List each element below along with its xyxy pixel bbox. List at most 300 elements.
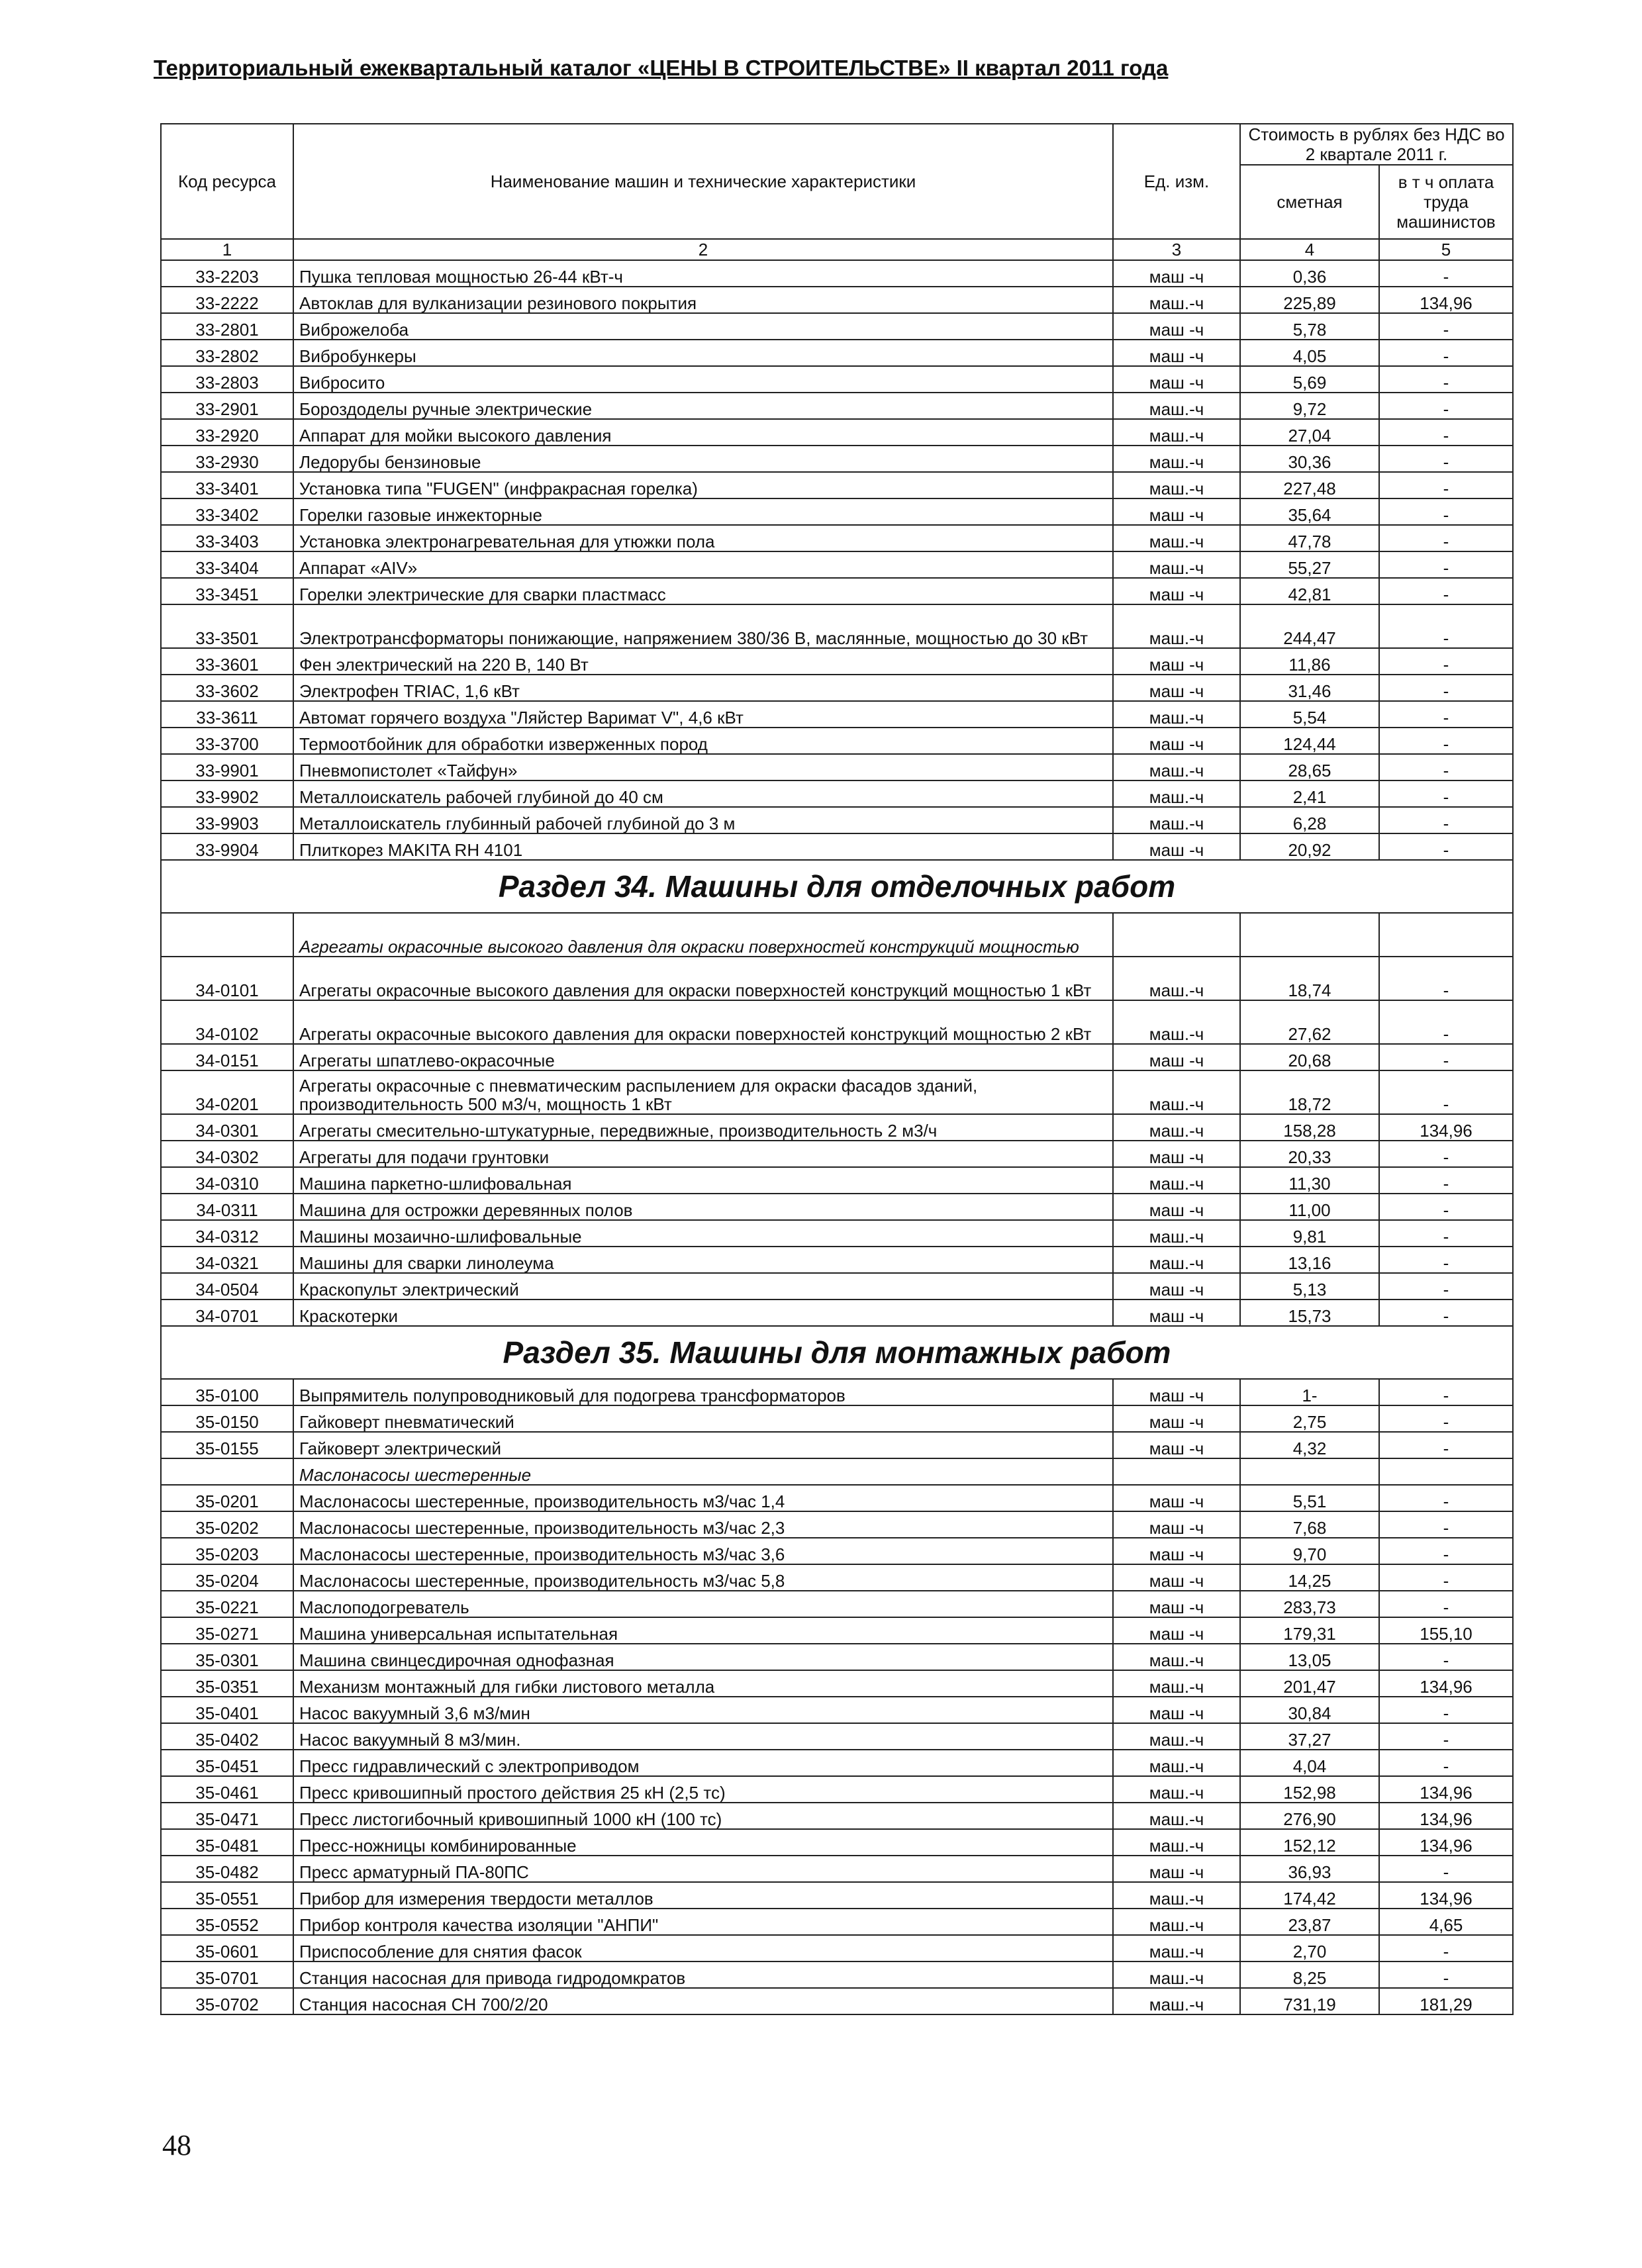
cost-value: 31,46: [1240, 675, 1379, 701]
unit: маш.-ч: [1113, 1776, 1240, 1803]
unit: маш.-ч: [1113, 1909, 1240, 1935]
cost-value: 11,00: [1240, 1194, 1379, 1220]
unit: маш.-ч: [1113, 807, 1240, 833]
machine-name: Пресс-ножницы комбинированные: [293, 1829, 1113, 1856]
cost-value: 225,89: [1240, 287, 1379, 313]
unit: маш.-ч: [1113, 393, 1240, 419]
cost-value: 20,92: [1240, 833, 1379, 860]
resource-code: 33-3501: [161, 604, 293, 648]
cost-value: 30,36: [1240, 446, 1379, 472]
table-row: [161, 754, 1513, 780]
cost-value: 36,93: [1240, 1856, 1379, 1882]
resource-code: 34-0151: [161, 1044, 293, 1070]
cost-value: 35,64: [1240, 498, 1379, 525]
cost-value: 124,44: [1240, 728, 1379, 754]
resource-code: 33-3611: [161, 701, 293, 728]
table-row: [161, 957, 1513, 1000]
machine-name: Агрегаты окрасочные высокого давления для окраски поверхностей конструкций мощностью 2 кВт: [293, 1000, 1113, 1044]
cost-value: 5,69: [1240, 366, 1379, 393]
wage-value: -: [1379, 1961, 1513, 1988]
wage-value: -: [1379, 1697, 1513, 1723]
resource-code: 33-2803: [161, 366, 293, 393]
resource-code: 33-3402: [161, 498, 293, 525]
table-row: [161, 446, 1513, 472]
resource-code: 35-0471: [161, 1803, 293, 1829]
cost-value: 1-: [1240, 1379, 1379, 1405]
table-row: [161, 1538, 1513, 1564]
unit: маш -ч: [1113, 675, 1240, 701]
unit: маш -ч: [1113, 1141, 1240, 1167]
cost-value: 4,32: [1240, 1432, 1379, 1458]
resource-code: 35-0221: [161, 1591, 293, 1617]
unit: маш -ч: [1113, 648, 1240, 675]
wage-value: 134,96: [1379, 1882, 1513, 1909]
resource-code: 33-3601: [161, 648, 293, 675]
cost-value: 2,41: [1240, 780, 1379, 807]
table-row: [161, 1591, 1513, 1617]
cost-value: 28,65: [1240, 754, 1379, 780]
machine-name: Ледорубы бензиновые: [293, 446, 1113, 472]
wage-value: -: [1379, 393, 1513, 419]
unit: маш -ч: [1113, 833, 1240, 860]
unit: маш.-ч: [1113, 1750, 1240, 1776]
table-row: [161, 1485, 1513, 1511]
unit: маш -ч: [1113, 578, 1240, 604]
table-row: [161, 1114, 1513, 1141]
table-row: [161, 1194, 1513, 1220]
section-heading: Раздел 34. Машины для отделочных работ: [161, 860, 1513, 913]
wage-value: [1379, 1458, 1513, 1485]
column-index-row: [161, 239, 1513, 260]
resource-code: 35-0301: [161, 1644, 293, 1670]
machine-name: Пресс листогибочный кривошипный 1000 кН (100 тс): [293, 1803, 1113, 1829]
unit: маш -ч: [1113, 1485, 1240, 1511]
unit: маш -ч: [1113, 1511, 1240, 1538]
table-row: [161, 1697, 1513, 1723]
unit: [1113, 913, 1240, 957]
resource-code: 34-0312: [161, 1220, 293, 1247]
cost-value: 30,84: [1240, 1697, 1379, 1723]
unit: маш -ч: [1113, 1379, 1240, 1405]
header-name: Наименование машин и технические характеристики: [293, 124, 1113, 239]
machine-name: Машины мозаично-шлифовальные: [293, 1220, 1113, 1247]
cost-value: 5,78: [1240, 313, 1379, 340]
resource-code: 33-3404: [161, 551, 293, 578]
resource-code: 34-0504: [161, 1273, 293, 1299]
resource-code: 33-9904: [161, 833, 293, 860]
wage-value: -: [1379, 701, 1513, 728]
cost-value: 13,05: [1240, 1644, 1379, 1670]
machine-name: Агрегаты для подачи грунтовки: [293, 1141, 1113, 1167]
cost-value: 18,72: [1240, 1070, 1379, 1114]
unit: маш -ч: [1113, 1538, 1240, 1564]
unit: маш.-ч: [1113, 1829, 1240, 1856]
cost-value: 6,28: [1240, 807, 1379, 833]
cost-value: 8,25: [1240, 1961, 1379, 1988]
wage-value: -: [1379, 1564, 1513, 1591]
cost-value: 2,75: [1240, 1405, 1379, 1432]
table-row: [161, 1070, 1513, 1114]
cost-value: 4,05: [1240, 340, 1379, 366]
index-cell: 3: [1113, 239, 1240, 260]
cost-value: 15,73: [1240, 1299, 1379, 1326]
resource-code: 33-9903: [161, 807, 293, 833]
machine-name: Механизм монтажный для гибки листового металла: [293, 1670, 1113, 1697]
table-row: [161, 780, 1513, 807]
table-row: [161, 1000, 1513, 1044]
resource-code: 33-9901: [161, 754, 293, 780]
unit: маш.-ч: [1113, 1670, 1240, 1697]
machine-name: Станция насосная для привода гидродомкратов: [293, 1961, 1113, 1988]
cost-value: 179,31: [1240, 1617, 1379, 1644]
wage-value: -: [1379, 260, 1513, 287]
wage-value: -: [1379, 551, 1513, 578]
machine-name: Горелки электрические для сварки пластмасс: [293, 578, 1113, 604]
resource-code: 35-0351: [161, 1670, 293, 1697]
table-row: [161, 1044, 1513, 1070]
machine-name: Краскопульт электрический: [293, 1273, 1113, 1299]
index-cell: 1: [161, 239, 293, 260]
table-row: [161, 498, 1513, 525]
machine-name: Пресс арматурный ПА-80ПС: [293, 1856, 1113, 1882]
table-row: [161, 1432, 1513, 1458]
resource-code: 35-0401: [161, 1697, 293, 1723]
table-row: [161, 1750, 1513, 1776]
table-row: [161, 1988, 1513, 2014]
table-row: [161, 578, 1513, 604]
table-row: [161, 1247, 1513, 1273]
machine-name: Аппарат для мойки высокого давления: [293, 419, 1113, 446]
machine-name: Агрегаты смесительно-штукатурные, передвижные, производительность 2 м3/ч: [293, 1114, 1113, 1141]
cost-value: 20,68: [1240, 1044, 1379, 1070]
cost-value: 5,54: [1240, 701, 1379, 728]
wage-value: -: [1379, 1856, 1513, 1882]
resource-code: 34-0310: [161, 1167, 293, 1194]
table-row: [161, 1167, 1513, 1194]
resource-code: 35-0204: [161, 1564, 293, 1591]
resource-code: 35-0601: [161, 1935, 293, 1961]
resource-code: 34-0101: [161, 957, 293, 1000]
cost-value: 158,28: [1240, 1114, 1379, 1141]
unit: маш.-ч: [1113, 1882, 1240, 1909]
machine-name: Термоотбойник для обработки изверженных пород: [293, 728, 1113, 754]
resource-code: 33-2901: [161, 393, 293, 419]
unit: маш.-ч: [1113, 446, 1240, 472]
machine-name: Машина паркетно-шлифовальная: [293, 1167, 1113, 1194]
wage-value: -: [1379, 446, 1513, 472]
resource-code: 35-0551: [161, 1882, 293, 1909]
resource-code: 34-0201: [161, 1070, 293, 1114]
unit: маш.-ч: [1113, 1961, 1240, 1988]
table-row: [161, 1776, 1513, 1803]
unit: маш.-ч: [1113, 1167, 1240, 1194]
resource-code: 33-2801: [161, 313, 293, 340]
wage-value: -: [1379, 340, 1513, 366]
cost-value: 283,73: [1240, 1591, 1379, 1617]
table-row: [161, 551, 1513, 578]
index-cell: 5: [1379, 239, 1513, 260]
wage-value: 134,96: [1379, 1114, 1513, 1141]
cost-value: 47,78: [1240, 525, 1379, 551]
resource-code: [161, 1458, 293, 1485]
wage-value: -: [1379, 675, 1513, 701]
machine-name: Пресс кривошипный простого действия 25 кН (2,5 тс): [293, 1776, 1113, 1803]
wage-value: -: [1379, 313, 1513, 340]
wage-value: -: [1379, 1432, 1513, 1458]
cost-value: 0,36: [1240, 260, 1379, 287]
unit: маш -ч: [1113, 1405, 1240, 1432]
unit: маш.-ч: [1113, 1070, 1240, 1114]
unit: маш -ч: [1113, 1273, 1240, 1299]
unit: маш.-ч: [1113, 1247, 1240, 1273]
table-row: [161, 807, 1513, 833]
table-row: [161, 1723, 1513, 1750]
cost-value: 244,47: [1240, 604, 1379, 648]
wage-value: -: [1379, 1220, 1513, 1247]
table-row: [161, 1961, 1513, 1988]
unit: маш.-ч: [1113, 1114, 1240, 1141]
machine-name: Гайковерт электрический: [293, 1432, 1113, 1458]
machine-name: Агрегаты шпатлево-окрасочные: [293, 1044, 1113, 1070]
wage-value: -: [1379, 728, 1513, 754]
machine-name: Машина универсальная испытательная: [293, 1617, 1113, 1644]
resource-code: 33-2222: [161, 287, 293, 313]
cost-value: 55,27: [1240, 551, 1379, 578]
machine-name: Автоклав для вулканизации резинового покрытия: [293, 287, 1113, 313]
machine-name: Вибросито: [293, 366, 1113, 393]
table-row: [161, 1935, 1513, 1961]
machine-name: Гайковерт пневматический: [293, 1405, 1113, 1432]
table-row: [161, 525, 1513, 551]
resource-code: 33-2930: [161, 446, 293, 472]
table-row: [161, 675, 1513, 701]
cost-value: 27,04: [1240, 419, 1379, 446]
wage-value: -: [1379, 419, 1513, 446]
unit: маш -ч: [1113, 1564, 1240, 1591]
cost-value: 14,25: [1240, 1564, 1379, 1591]
wage-value: -: [1379, 1379, 1513, 1405]
unit: маш.-ч: [1113, 551, 1240, 578]
unit: маш -ч: [1113, 366, 1240, 393]
table-row: [161, 1882, 1513, 1909]
wage-value: [1379, 913, 1513, 957]
table-row: [161, 648, 1513, 675]
wage-value: -: [1379, 1070, 1513, 1114]
resource-code: 33-3700: [161, 728, 293, 754]
wage-value: -: [1379, 648, 1513, 675]
wage-value: -: [1379, 807, 1513, 833]
machine-name: Установка электронагревательная для утюжки пола: [293, 525, 1113, 551]
table-row: [161, 1803, 1513, 1829]
wage-value: -: [1379, 1935, 1513, 1961]
resource-code: 33-3451: [161, 578, 293, 604]
resource-code: 35-0451: [161, 1750, 293, 1776]
wage-value: -: [1379, 578, 1513, 604]
machine-name: Машина свинцесдирочная однофазная: [293, 1644, 1113, 1670]
cost-value: 4,04: [1240, 1750, 1379, 1776]
cost-value: [1240, 1458, 1379, 1485]
table-row: [161, 419, 1513, 446]
table-row: [161, 1644, 1513, 1670]
resource-code: 35-0402: [161, 1723, 293, 1750]
cost-value: 37,27: [1240, 1723, 1379, 1750]
wage-value: -: [1379, 498, 1513, 525]
wage-value: -: [1379, 1591, 1513, 1617]
wage-value: -: [1379, 1511, 1513, 1538]
table-row: [161, 604, 1513, 648]
wage-value: -: [1379, 1299, 1513, 1326]
unit: маш.-ч: [1113, 1803, 1240, 1829]
unit: [1113, 1458, 1240, 1485]
machine-name: Плиткорез MAKITA RH 4101: [293, 833, 1113, 860]
unit: маш.-ч: [1113, 780, 1240, 807]
section-heading: Раздел 35. Машины для монтажных работ: [161, 1326, 1513, 1379]
cost-value: 11,30: [1240, 1167, 1379, 1194]
cost-value: 5,13: [1240, 1273, 1379, 1299]
machine-name: Маслонасосы шестеренные, производительность м3/час 2,3: [293, 1511, 1113, 1538]
machine-name: Маслонасосы шестеренные, производительность м3/час 1,4: [293, 1485, 1113, 1511]
wage-value: -: [1379, 1194, 1513, 1220]
table-row: [161, 701, 1513, 728]
wage-value: 134,96: [1379, 1829, 1513, 1856]
cost-value: 9,72: [1240, 393, 1379, 419]
machine-name: Вибробункеры: [293, 340, 1113, 366]
wage-value: -: [1379, 833, 1513, 860]
header-code: Код ресурса: [161, 124, 293, 239]
machine-name: Прибор для измерения твердости металлов: [293, 1882, 1113, 1909]
wage-value: 155,10: [1379, 1617, 1513, 1644]
table-row: [161, 1564, 1513, 1591]
machine-name: Установка типа "FUGEN" (инфракрасная горелка): [293, 472, 1113, 498]
resource-code: 33-2802: [161, 340, 293, 366]
cost-value: 11,86: [1240, 648, 1379, 675]
cost-value: 20,33: [1240, 1141, 1379, 1167]
cost-value: 18,74: [1240, 957, 1379, 1000]
header-wage: в т ч оплата труда машинистов: [1379, 165, 1513, 239]
resource-code: 35-0155: [161, 1432, 293, 1458]
machine-name: Фен электрический на 220 В, 140 Вт: [293, 648, 1113, 675]
header-unit: Ед. изм.: [1113, 124, 1240, 239]
resource-code: 34-0311: [161, 1194, 293, 1220]
unit: маш -ч: [1113, 1856, 1240, 1882]
unit: маш.-ч: [1113, 1644, 1240, 1670]
unit: маш.-ч: [1113, 1988, 1240, 2014]
table-row: [161, 287, 1513, 313]
index-cell: 2: [293, 239, 1113, 260]
wage-value: -: [1379, 754, 1513, 780]
unit: маш.-ч: [1113, 472, 1240, 498]
unit: маш -ч: [1113, 728, 1240, 754]
resource-code: 35-0481: [161, 1829, 293, 1856]
unit: маш -ч: [1113, 1299, 1240, 1326]
wage-value: -: [1379, 1167, 1513, 1194]
machine-name: Прибор контроля качества изоляции "АНПИ": [293, 1909, 1113, 1935]
wage-value: -: [1379, 957, 1513, 1000]
unit: маш.-ч: [1113, 525, 1240, 551]
wage-value: -: [1379, 472, 1513, 498]
machine-name: Машины для сварки линолеума: [293, 1247, 1113, 1273]
resource-code: 35-0100: [161, 1379, 293, 1405]
unit: маш.-ч: [1113, 1220, 1240, 1247]
wage-value: -: [1379, 780, 1513, 807]
resource-code: 35-0201: [161, 1485, 293, 1511]
section-row: [161, 1326, 1513, 1379]
table-row: [161, 313, 1513, 340]
unit: маш.-ч: [1113, 957, 1240, 1000]
resource-code: 34-0321: [161, 1247, 293, 1273]
header-cost-group: Стоимость в рублях без НДС во 2 квартале 2011 г.: [1240, 124, 1513, 165]
cost-value: 27,62: [1240, 1000, 1379, 1044]
table-row: [161, 1299, 1513, 1326]
wage-value: -: [1379, 1405, 1513, 1432]
unit: маш.-ч: [1113, 1000, 1240, 1044]
cost-value: 2,70: [1240, 1935, 1379, 1961]
machine-name: Пушка тепловая мощностью 26-44 кВт-ч: [293, 260, 1113, 287]
table-row: [161, 1141, 1513, 1167]
resource-code: 34-0102: [161, 1000, 293, 1044]
machine-name: Станция насосная СН 700/2/20: [293, 1988, 1113, 2014]
unit: маш -ч: [1113, 498, 1240, 525]
table-row: [161, 1909, 1513, 1935]
machine-name: Маслонасосы шестеренные, производительность м3/час 3,6: [293, 1538, 1113, 1564]
wage-value: -: [1379, 1141, 1513, 1167]
resource-code: 33-2203: [161, 260, 293, 287]
cost-value: 5,51: [1240, 1485, 1379, 1511]
unit: маш.-ч: [1113, 287, 1240, 313]
resource-code: 34-0302: [161, 1141, 293, 1167]
machine-name: Металлоискатель рабочей глубиной до 40 см: [293, 780, 1113, 807]
header-cost: сметная: [1240, 165, 1379, 239]
machine-name: Агрегаты окрасочные с пневматическим распылением для окраски фасадов зданий, производительность 500 м3/ч, мощность 1 кВт: [293, 1070, 1113, 1114]
cost-value: 174,42: [1240, 1882, 1379, 1909]
machine-name: Виброжелоба: [293, 313, 1113, 340]
unit: маш -ч: [1113, 1617, 1240, 1644]
cost-value: 42,81: [1240, 578, 1379, 604]
machine-name: Маслонасосы шестеренные, производительность м3/час 5,8: [293, 1564, 1113, 1591]
cost-value: 152,98: [1240, 1776, 1379, 1803]
machine-name: Пресс гидравлический с электроприводом: [293, 1750, 1113, 1776]
unit: маш -ч: [1113, 340, 1240, 366]
machine-name: Бороздоделы ручные электрические: [293, 393, 1113, 419]
resource-code: 34-0701: [161, 1299, 293, 1326]
resource-code: 35-0701: [161, 1961, 293, 1988]
wage-value: -: [1379, 1485, 1513, 1511]
resource-code: 35-0461: [161, 1776, 293, 1803]
table-row: [161, 260, 1513, 287]
wage-value: 134,96: [1379, 287, 1513, 313]
machine-name: Краскотерки: [293, 1299, 1113, 1326]
cost-value: 9,70: [1240, 1538, 1379, 1564]
machine-name: Электротрансформаторы понижающие, напряжением 380/36 В, маслянные, мощностью до 30 кВт: [293, 604, 1113, 648]
machine-name: Маслонасосы шестеренные: [293, 1458, 1113, 1485]
table-row: [161, 833, 1513, 860]
wage-value: -: [1379, 1538, 1513, 1564]
machine-name: Машина для острожки деревянных полов: [293, 1194, 1113, 1220]
resource-code: 35-0271: [161, 1617, 293, 1644]
machine-name: Насос вакуумный 8 м3/мин.: [293, 1723, 1113, 1750]
machine-name: Агрегаты окрасочные высокого давления для окраски поверхностей конструкций мощностью 1 кВт: [293, 957, 1113, 1000]
wage-value: 134,96: [1379, 1670, 1513, 1697]
wage-value: 134,96: [1379, 1776, 1513, 1803]
cost-value: 23,87: [1240, 1909, 1379, 1935]
machine-name: Агрегаты окрасочные высокого давления для окраски поверхностей конструкций мощностью: [293, 913, 1113, 957]
machine-name: Пневмопистолет «Тайфун»: [293, 754, 1113, 780]
cost-value: 13,16: [1240, 1247, 1379, 1273]
page-title: Территориальный ежеквартальный каталог «ЦЕНЫ В СТРОИТЕЛЬСТВЕ» II квартал 2011 года: [154, 56, 1169, 80]
wage-value: -: [1379, 1044, 1513, 1070]
table-row: [161, 1670, 1513, 1697]
table-row: [161, 340, 1513, 366]
